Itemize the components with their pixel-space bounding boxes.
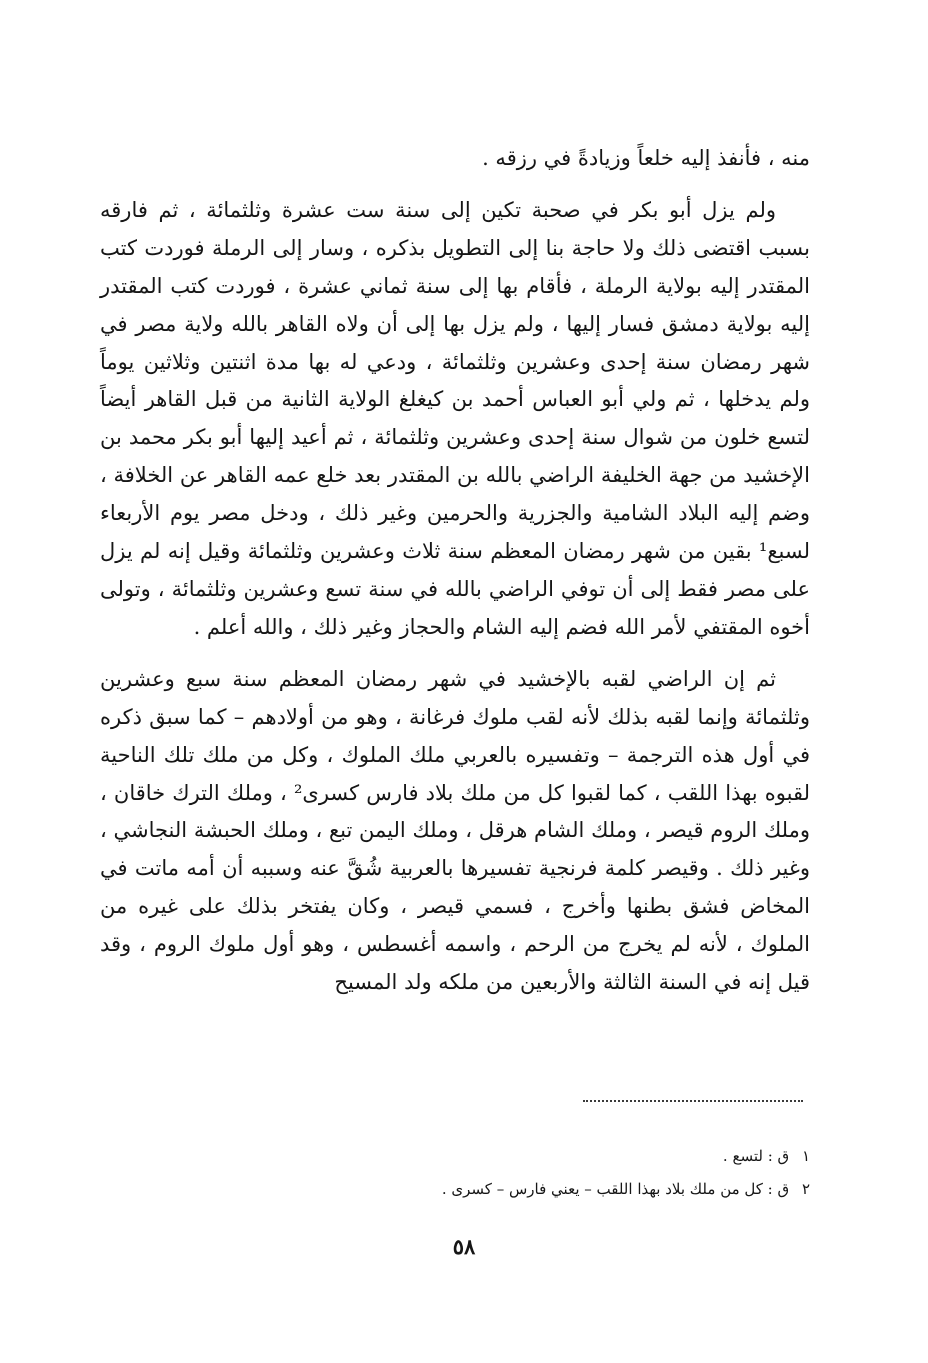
- footnote-text: ق : لتسع .: [722, 1147, 790, 1165]
- footnote-number: ٢: [801, 1180, 810, 1198]
- paragraph-1: منه ، فأنفذ إليه خلعاً وزيادةً في رزقه .: [482, 146, 810, 170]
- paragraph-3: ثم إن الراضي لقبه بالإخشيد في شهر رمضان المعظم سنة سبع وعشرين وثلثمائة وإنما لقبه بذلك لأنه لقب ملوك فرغانة ، وهو من أولادهم – كما سبق ذكره في أول هذه الترجمة – وتفسيره بالعربي ملك الملوك ، وكل من ملك تلك الناحية لقبوه بهذا اللقب ، كما لقبوا كل من ملك بلاد فارس كسرى² ، وملك الترك خاقان ، وملك الروم قيصر ، وملك الشام هرقل ، وملك اليمن تبع ، وملك الحبشة النجاشي ، وغير ذلك . وقيصر كلمة فرنجية تفسيرها بالعربية شُقَّ عنه وسببه أن أمه ماتت في المخاض فشق بطنها وأخرج ، فسمي قيصر ، وكان يفتخر بذلك على غيره من الملوك ، لأنه لم يخرج من الرحم ، واسمه أغسطس ، وهو أول ملوك الروم ، وقد قيل إنه في السنة الثالثة والأربعين من ملكه ولد المسيح: [100, 666, 810, 995]
- main-text: [100, 140, 810, 1002]
- footnote-text: ق : كل من ملك بلاد بهذا اللقب – يعني فارس – كسرى .: [441, 1180, 790, 1198]
- footnote-divider: [583, 1100, 803, 1102]
- page-number: ٥٨: [452, 1234, 476, 1259]
- footnote-number: ١: [801, 1147, 810, 1165]
- footnote-2: [100, 1173, 810, 1206]
- footnote-1: [100, 1140, 810, 1173]
- footnotes: [100, 1140, 810, 1206]
- paragraph-2: ولم يزل أبو بكر في صحبة تكين إلى سنة ست عشرة وثلثمائة ، ثم فارقه بسبب اقتضى ذلك ولا حاجة بنا إلى التطويل بذكره ، وسار إلى الرملة فوردت كتب المقتدر إليه بولاية الرملة ، فأقام بها إلى سنة ثماني عشرة ، فوردت كتب المقتدر إليه بولاية دمشق فسار إليها ، ولم يزل بها إلى أن ولاه القاهر بالله ولاية مصر في شهر رمضان سنة إحدى وعشرين وثلثمائة ، ودعي له بها مدة اثنتين وثلاثين يوماً ولم يدخلها ، ثم ولي أبو العباس أحمد بن كيغلغ الولاية الثانية من قبل القاهر أيضاً لتسع خلون من شوال سنة إحدى وعشرين وثلثمائة ، ثم أعيد إليها أبو بكر محمد بن الإخشيد من جهة الخليفة الراضي بالله بن المقتدر بعد خلع عمه القاهر عن الخلافة ، وضم إليه البلاد الشامية والجزرية والحرمين وغير ذلك ، ودخل مصر يوم الأربعاء لسبع¹ بقين من شهر رمضان المعظم سنة ثلاث وعشرين وثلثمائة وقيل إنه لم يزل على مصر فقط إلى أن توفي الراضي بالله في سنة تسع وعشرين وثلثمائة ، وتولى أخوه المقتفي لأمر الله فضم إليه الشام والحجاز وغير ذلك ، والله أعلم .: [100, 197, 810, 639]
